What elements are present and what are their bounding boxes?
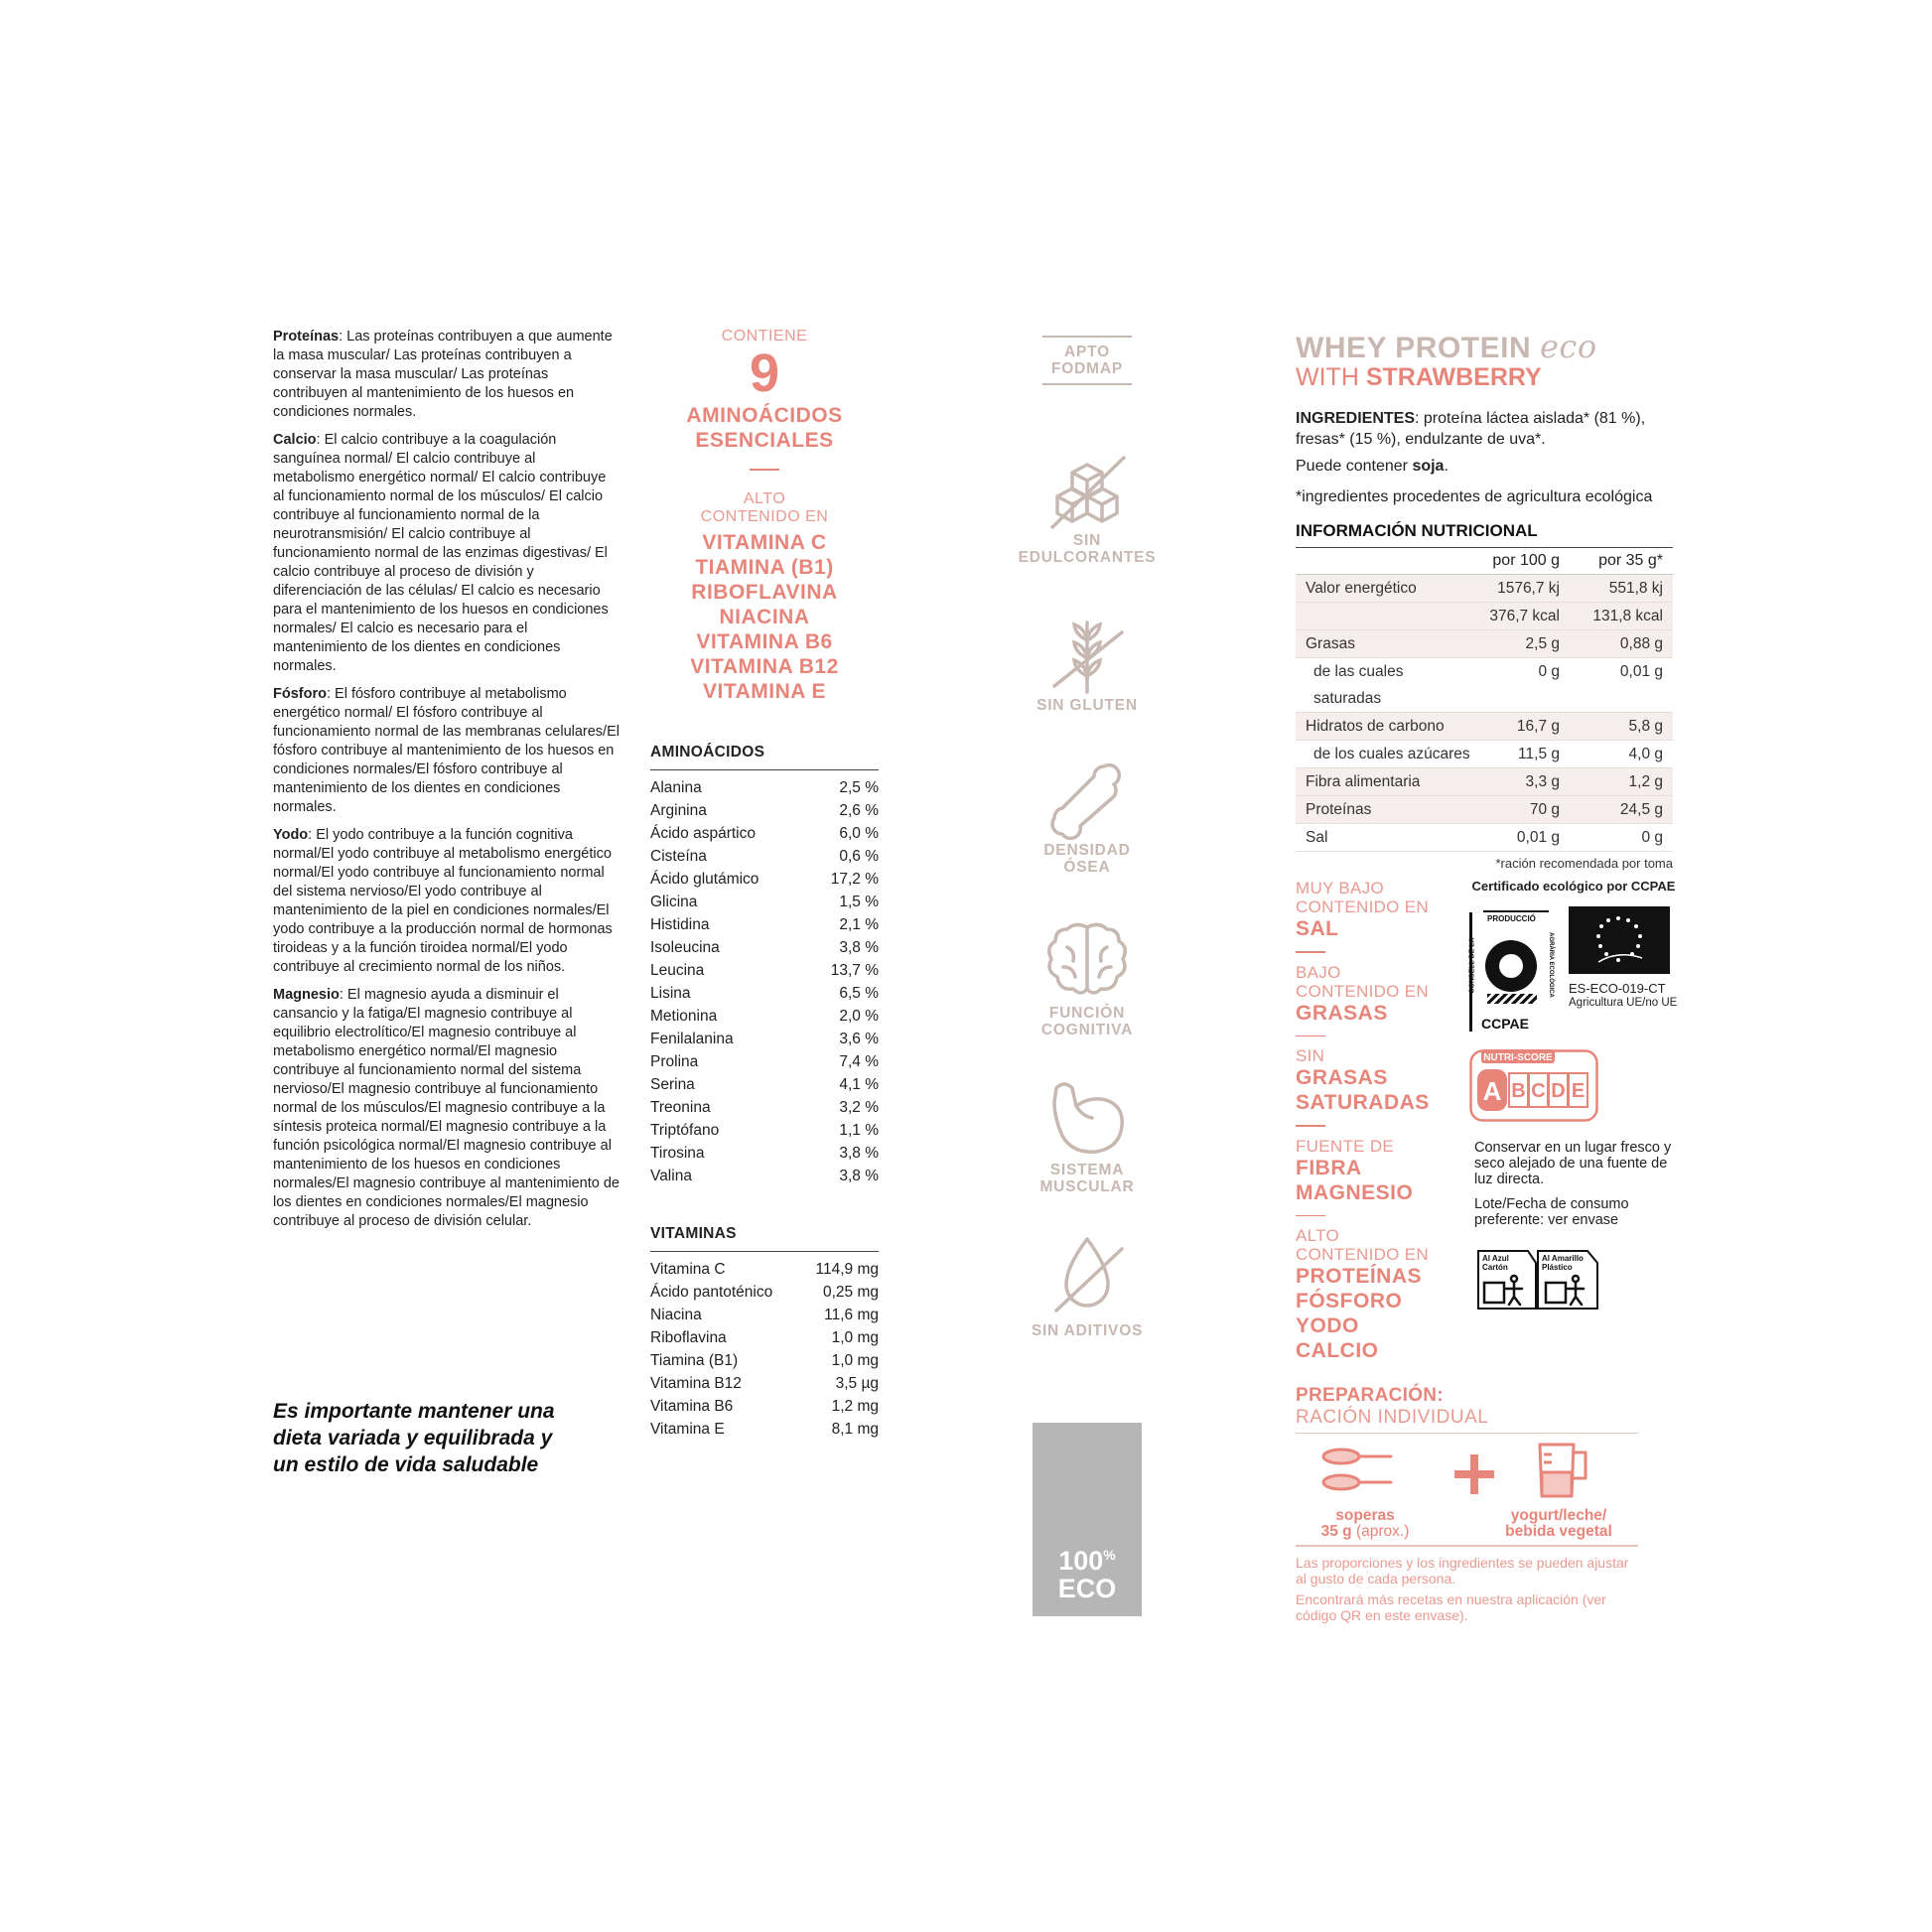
claim-calcio: Calcio: El calcio contribuye a la coagulación sanguínea normal/ El calcio contribuye al metabolismo energético normal/ El calcio contribuye al funcionamiento normal de los músculos/ El calcio contribuye al funcionamiento normal de la neurotransmisión/ El calcio contribuye al funcionamiento normal de las enzimas digestivas/ El calcio contribuye al proceso de división y diferenciación de las células/ El calcio es necesario para el mantenimiento de los huesos en condiciones normales/ El calcio es necesario para el mantenimiento de los dientes en condiciones normales. xyxy=(273,432,609,674)
prep-note-proportions: Las proporciones y los ingredientes se pueden ajustar al gusto de cada persona. xyxy=(1296,1554,1629,1587)
preparation-section xyxy=(1296,1385,1638,1623)
nutrition-claim xyxy=(1296,1226,1445,1363)
badge-muscular-l1: SISTEMA xyxy=(1049,1162,1125,1178)
product-flavor: WITH STRAWBERRY xyxy=(1296,363,1542,391)
claim-big: CALCIO xyxy=(1296,1339,1379,1362)
nutri-letter-b: B xyxy=(1511,1080,1526,1102)
aminoacids-rows xyxy=(650,776,879,1187)
table-row xyxy=(650,1142,879,1165)
nutri-letter-e: E xyxy=(1571,1080,1586,1102)
nutrition-header: por 100 g por 35 g* xyxy=(1492,552,1663,569)
table-row xyxy=(650,959,879,982)
vitamin-value: 8,1 mg xyxy=(831,1421,879,1438)
vitamin-claim-item: VITAMINA B6 xyxy=(696,630,833,653)
vitamin-name: Niacina xyxy=(650,1307,702,1323)
claim-big: SAL xyxy=(1296,917,1339,940)
claim-yodo: Yodo: El yodo contribuye a la función cognitiva normal/El yodo contribuye al metabolismo energético normal/El yodo contribuye al funcionamiento normal del sistema nervioso/El yodo contribuye al mantenimiento de la piel en condiciones normales/El yodo contribuye a la producción normal de hormonas tiroideas y a la función tiroidea normal/El yodo contribuye al crecimiento normal de los niños. xyxy=(273,827,613,975)
divider xyxy=(750,469,779,471)
aminoacid-name: Histidina xyxy=(650,916,710,933)
badge-cognitiva-l1: FUNCIÓN xyxy=(1048,1005,1126,1022)
table-row xyxy=(650,776,879,799)
nutrient-name: Hidratos de carbono xyxy=(1306,718,1445,735)
claim-small: FUENTE DE xyxy=(1296,1136,1395,1156)
amino-line2: ESENCIALES xyxy=(695,429,834,452)
eco-100-badge xyxy=(1033,1423,1142,1616)
aminoacids-title: AMINOÁCIDOS xyxy=(650,744,879,770)
aminoacid-value: 1,1 % xyxy=(839,1122,879,1139)
table-row xyxy=(650,1096,879,1119)
vitamin-claim-item: VITAMINA C xyxy=(702,531,827,554)
aminoacid-value: 3,8 % xyxy=(839,939,879,956)
claim-small: CONTENIDO EN xyxy=(1296,1245,1429,1264)
certification-title: Certificado ecológico por CCPAE xyxy=(1471,879,1676,894)
aminoacid-value: 3,8 % xyxy=(839,1145,879,1162)
vitamin-name: Vitamina B12 xyxy=(650,1375,742,1392)
badge-densidad-l1: DENSIDAD xyxy=(1043,842,1131,859)
table-row xyxy=(1296,603,1673,630)
eco-word: ECO xyxy=(1057,1574,1117,1603)
table-row xyxy=(650,799,879,822)
nutri-letter-a: A xyxy=(1482,1076,1502,1106)
fodmap-line2: FODMAP xyxy=(1051,360,1123,377)
claim-divider xyxy=(1296,1125,1325,1127)
spoons-icon xyxy=(1315,1441,1395,1504)
nutri-score-badge xyxy=(1469,1049,1598,1122)
table-row xyxy=(650,936,879,959)
vitamin-claim-item: NIACINA xyxy=(719,606,810,628)
brain-icon xyxy=(1037,915,1137,1005)
claim-small: CONTENIDO EN xyxy=(1296,981,1429,1001)
aminoacid-value: 2,5 % xyxy=(839,779,879,796)
aminoacid-name: Cisteína xyxy=(650,848,707,865)
table-row xyxy=(650,1005,879,1028)
storage-lot: Lote/Fecha de consumo preferente: ver envase xyxy=(1474,1196,1629,1228)
amino-vitamin-column xyxy=(650,328,879,1441)
aminoacid-name: Serina xyxy=(650,1076,695,1093)
table-row xyxy=(650,1395,879,1418)
bone-icon xyxy=(1042,755,1132,844)
bin-yellow-label: Al Amarillo xyxy=(1542,1254,1584,1263)
table-row xyxy=(650,1349,879,1372)
storage-info xyxy=(1474,1140,1688,1237)
nutrient-per35: 551,8 kj xyxy=(1608,580,1663,597)
nutrition-note: *ración recomendada por toma xyxy=(1495,856,1673,871)
nutrient-name xyxy=(1296,603,1470,629)
nutrient-name: de las cuales saturadas xyxy=(1313,663,1404,707)
plus-icon xyxy=(1454,1454,1494,1494)
vitamin-value: 0,25 mg xyxy=(822,1284,879,1301)
prep-subtitle: RACIÓN INDIVIDUAL xyxy=(1296,1407,1638,1434)
claim-small: MUY BAJO xyxy=(1296,879,1384,897)
health-claims-text xyxy=(273,328,621,1240)
measuring-jug-icon xyxy=(1532,1439,1591,1502)
nutrient-per35: 5,8 g xyxy=(1628,718,1663,735)
aminoacid-name: Ácido glutámico xyxy=(650,871,759,888)
table-row xyxy=(1296,575,1673,603)
vitamin-name: Ácido pantoténico xyxy=(650,1284,773,1301)
claim-big: GRASAS xyxy=(1296,1066,1388,1089)
vitamin-value: 3,5 µg xyxy=(835,1375,879,1392)
vit-claim-line2: CONTENIDO EN xyxy=(700,508,829,525)
nutrient-per35: 24,5 g xyxy=(1619,801,1663,818)
nutrient-per100: 2,5 g xyxy=(1525,635,1560,652)
claim-small: CONTENIDO EN xyxy=(1296,897,1429,916)
nutri-letter-c: C xyxy=(1531,1080,1546,1102)
product-info-column xyxy=(1296,328,1673,871)
contiene-label: CONTIENE xyxy=(721,328,808,345)
prep-liquid-label: yogurt/leche/ bebida vegetal xyxy=(1505,1507,1612,1540)
table-row xyxy=(1296,713,1673,741)
claim-small: BAJO xyxy=(1296,962,1341,982)
vitamins-table xyxy=(650,1225,879,1441)
fodmap-bottom-rule xyxy=(1042,383,1132,385)
bin-blue-material: Cartón xyxy=(1482,1263,1508,1272)
nutrition-claims xyxy=(1296,879,1445,1373)
nutrition-claim xyxy=(1296,1137,1445,1217)
product-title: WHEY PROTEIN eco xyxy=(1296,328,1597,365)
vitamin-name: Tiamina (B1) xyxy=(650,1352,739,1369)
aminoacid-name: Triptófano xyxy=(650,1122,720,1139)
nutrient-name: Fibra alimentaria xyxy=(1306,773,1421,790)
nutrient-per100: 70 g xyxy=(1529,801,1560,818)
claim-big: FIBRA xyxy=(1296,1156,1362,1179)
claim-divider xyxy=(1296,951,1325,953)
healthy-diet-motto: Es importante mantener una dieta variada y equilibrada y un estilo de vida saludable xyxy=(273,1400,555,1476)
table-row xyxy=(1296,630,1673,658)
vitamin-value: 11,6 mg xyxy=(824,1307,879,1323)
vitamin-claim-item: TIAMINA (B1) xyxy=(695,556,834,579)
claim-big: SATURADAS xyxy=(1296,1091,1430,1114)
nutrient-name: Grasas xyxy=(1306,635,1355,652)
nutrient-per100: 0 g xyxy=(1538,663,1560,680)
nutrient-per35: 131,8 kcal xyxy=(1592,608,1663,624)
table-row xyxy=(650,1418,879,1441)
nutrition-title: INFORMACIÓN NUTRICIONAL xyxy=(1296,521,1673,548)
aminoacid-value: 3,8 % xyxy=(839,1168,879,1184)
claim-divider xyxy=(1296,1035,1325,1037)
aminoacid-name: Lisina xyxy=(650,985,691,1002)
vitamin-claim-item: VITAMINA E xyxy=(703,680,826,703)
vitamins-rows xyxy=(650,1258,879,1441)
nutri-score-label: NUTRI-SCORE xyxy=(1483,1052,1553,1063)
storage-conserve: Conservar en un lugar fresco y seco alejado de una fuente de luz directa. xyxy=(1474,1140,1672,1187)
vitamin-claim-list xyxy=(650,530,879,704)
vitamin-name: Vitamina B6 xyxy=(650,1398,734,1415)
aminoacid-name: Fenilalanina xyxy=(650,1031,734,1047)
claim-small: ALTO xyxy=(1296,1226,1340,1245)
aminoacid-value: 2,6 % xyxy=(839,802,879,819)
prep-note-recipes: Encontrará más recetas en nuestra aplicación (ver código QR en este envase). xyxy=(1296,1590,1606,1623)
aminoacid-name: Ácido aspártico xyxy=(650,825,756,842)
aminoacid-name: Alanina xyxy=(650,779,702,796)
bin-yellow-material: Plástico xyxy=(1542,1263,1573,1272)
aminoacids-table xyxy=(650,744,879,1187)
muscle-arm-icon xyxy=(1042,1072,1132,1162)
aminoacid-name: Treonina xyxy=(650,1099,711,1116)
aminoacid-name: Tirosina xyxy=(650,1145,705,1162)
table-row xyxy=(650,1119,879,1142)
eu-code: ES-ECO-019-CT xyxy=(1569,981,1666,996)
nutrition-claim xyxy=(1296,963,1445,1037)
nutrient-per100: 376,7 kcal xyxy=(1489,608,1560,624)
table-row xyxy=(1296,824,1673,852)
badge-sin-edulcorantes-l2: EDULCORANTES xyxy=(1018,549,1157,566)
ccpae-logo: PRODUCCIÓ CONSELL DE LA AGRÀRIA ECOLÒGICA CCPAE xyxy=(1469,906,1549,1035)
prep-title: PREPARACIÓN: xyxy=(1296,1385,1444,1406)
nutrient-per100: 16,7 g xyxy=(1516,718,1560,735)
fodmap-line1: APTO xyxy=(1064,344,1110,360)
aminoacid-name: Leucina xyxy=(650,962,705,979)
aminoacid-value: 7,4 % xyxy=(839,1053,879,1070)
vit-claim-line1: ALTO xyxy=(743,490,786,507)
aminoacid-value: 17,2 % xyxy=(830,871,879,888)
table-row xyxy=(650,1073,879,1096)
aminoacid-value: 6,0 % xyxy=(839,825,879,842)
aminoacid-value: 2,0 % xyxy=(839,1008,879,1025)
may-contain: Puede contener soja. xyxy=(1296,458,1449,475)
table-row xyxy=(650,868,879,891)
badge-sin-edulcorantes-l1: SIN xyxy=(1072,532,1102,549)
table-row xyxy=(650,891,879,913)
table-row xyxy=(650,913,879,936)
recycling-bins-icon xyxy=(1476,1249,1600,1311)
vitamin-name: Vitamina C xyxy=(650,1261,726,1278)
vitamin-value: 1,0 mg xyxy=(831,1352,879,1369)
aminoacid-name: Prolina xyxy=(650,1053,699,1070)
nutrient-name: de los cuales azúcares xyxy=(1313,746,1470,762)
nutrient-per100: 3,3 g xyxy=(1525,773,1560,790)
prep-spoon-label: soperas 35 g (aprox.) xyxy=(1320,1507,1410,1540)
drop-crossed-icon xyxy=(1042,1231,1132,1320)
vitamin-value: 1,2 mg xyxy=(831,1398,879,1415)
nutrient-name: Valor energético xyxy=(1306,580,1417,597)
sugar-cubes-icon xyxy=(1037,445,1137,534)
nutrition-claim xyxy=(1296,879,1445,953)
vitamin-name: Vitamina E xyxy=(650,1421,725,1438)
table-row xyxy=(650,1028,879,1050)
nutrient-per100: 1576,7 kj xyxy=(1497,580,1560,597)
nutrient-per35: 0 g xyxy=(1641,829,1663,846)
nutri-letter-d: D xyxy=(1551,1080,1566,1102)
nutrient-per35: 1,2 g xyxy=(1628,773,1663,790)
aminoacid-name: Glicina xyxy=(650,894,698,910)
table-row xyxy=(650,1372,879,1395)
vitamin-name: Riboflavina xyxy=(650,1329,727,1346)
aminoacid-value: 3,6 % xyxy=(839,1031,879,1047)
aminoacid-name: Isoleucina xyxy=(650,939,720,956)
aminoacid-value: 4,1 % xyxy=(839,1076,879,1093)
badge-sin-gluten: SIN GLUTEN xyxy=(1036,697,1138,714)
nutrient-per35: 0,88 g xyxy=(1619,635,1663,652)
eu-organic-leaf-icon xyxy=(1569,906,1670,974)
aminoacid-name: Metionina xyxy=(650,1008,718,1025)
table-row xyxy=(650,982,879,1005)
claim-divider xyxy=(1296,1215,1325,1217)
eco-percent: 100 xyxy=(1058,1546,1104,1576)
amino-line1: AMINOÁCIDOS xyxy=(686,404,843,427)
nutrient-per35: 0,01 g xyxy=(1619,663,1663,680)
table-row xyxy=(650,1050,879,1073)
aminoacid-value: 2,1 % xyxy=(839,916,879,933)
ingredients: INGREDIENTES: proteína láctea aislada* (81 %), fresas* (15 %), endulzante de uva*. xyxy=(1296,410,1646,448)
wheat-crossed-icon xyxy=(1042,611,1132,700)
badge-cognitiva-l2: COGNITIVA xyxy=(1040,1022,1134,1038)
table-row xyxy=(1296,658,1673,713)
table-row xyxy=(1296,741,1673,768)
nutrient-name: Sal xyxy=(1306,829,1328,846)
table-row xyxy=(650,1165,879,1187)
aminoacid-value: 1,5 % xyxy=(839,894,879,910)
vitamin-claim-item: VITAMINA B12 xyxy=(690,655,839,678)
claim-big: FÓSFORO xyxy=(1296,1290,1403,1312)
claim-proteinas: Proteínas: Las proteínas contribuyen a que aumente la masa muscular/ Las proteínas contribuyen a conservar la masa muscular/ Las proteínas contribuyen al mantenimiento de los huesos en condiciones normales. xyxy=(273,329,613,420)
table-row xyxy=(650,1304,879,1326)
table-row xyxy=(650,822,879,845)
aminoacid-value: 6,5 % xyxy=(839,985,879,1002)
vitamins-title: VITAMINAS xyxy=(650,1225,879,1252)
organic-certification xyxy=(1468,879,1678,1032)
table-row xyxy=(650,1258,879,1281)
claim-big: GRASAS xyxy=(1296,1001,1388,1025)
eco-percent-sign: % xyxy=(1103,1547,1116,1563)
nutrition-claim xyxy=(1296,1046,1445,1127)
eco-script: eco xyxy=(1539,328,1597,365)
claim-big: PROTEÍNAS xyxy=(1296,1265,1423,1288)
table-row xyxy=(1296,796,1673,824)
table-row xyxy=(1296,768,1673,796)
ingredients-footnote: *ingredientes procedentes de agricultura ecológica xyxy=(1296,488,1653,505)
claim-small: SIN xyxy=(1296,1046,1325,1065)
aminoacid-value: 3,2 % xyxy=(839,1099,879,1116)
nutrient-per100: 0,01 g xyxy=(1516,829,1560,846)
table-row xyxy=(650,845,879,868)
badge-densidad-l2: ÓSEA xyxy=(1063,859,1111,876)
amino-count: 9 xyxy=(749,344,780,403)
aminoacid-value: 13,7 % xyxy=(830,962,879,979)
table-row xyxy=(650,1326,879,1349)
nutrient-per100: 11,5 g xyxy=(1518,746,1560,762)
vitamin-value: 1,0 mg xyxy=(831,1329,879,1346)
vitamin-claim-item: RIBOFLAVINA xyxy=(691,581,838,604)
claim-fosforo: Fósforo: El fósforo contribuye al metabolismo energético normal/ El fósforo contribuye al funcionamiento normal de las membranas celulares/El fósforo contribuye al mantenimiento de los huesos en condiciones normales/El fósforo contribuye al mantenimiento de los dientes en condiciones normales. xyxy=(273,686,620,815)
claim-magnesio: Magnesio: El magnesio ayuda a disminuir el cansancio y la fatiga/El magnesio contribuye al equilibrio electrolítico/El magnesio contribuye al metabolismo energético normal/El magnesio contribuye al funcionamiento normal del sistema nervioso/El magnesio contribuye al funcionamiento normal de los músculos/El magnesio contribuye a la síntesis proteica normal/El magnesio contribuye a la función psicológica normal/El magnesio contribuye al mantenimiento de los huesos en condiciones normales/El magnesio contribuye al mantenimiento de los dientes en condiciones normales/El magnesio contribuye al proceso de división celular. xyxy=(273,987,620,1229)
nutrition-rows xyxy=(1296,574,1673,852)
aminoacid-value: 0,6 % xyxy=(839,848,879,865)
claim-big: YODO xyxy=(1296,1314,1359,1337)
eu-origin: Agricultura UE/no UE xyxy=(1569,997,1678,1009)
bin-blue-label: Al Azul xyxy=(1482,1254,1509,1263)
nutrient-name: Proteínas xyxy=(1306,801,1372,818)
fodmap-top-rule xyxy=(1042,336,1132,338)
nutrient-per35: 4,0 g xyxy=(1628,746,1663,762)
vitamin-value: 114,9 mg xyxy=(815,1261,879,1278)
badge-sin-aditivos: SIN ADITIVOS xyxy=(1031,1322,1144,1339)
aminoacid-name: Valina xyxy=(650,1168,692,1184)
badge-muscular-l2: MUSCULAR xyxy=(1039,1178,1135,1195)
claim-big: MAGNESIO xyxy=(1296,1180,1414,1204)
table-row xyxy=(650,1281,879,1304)
aminoacid-name: Arginina xyxy=(650,802,707,819)
